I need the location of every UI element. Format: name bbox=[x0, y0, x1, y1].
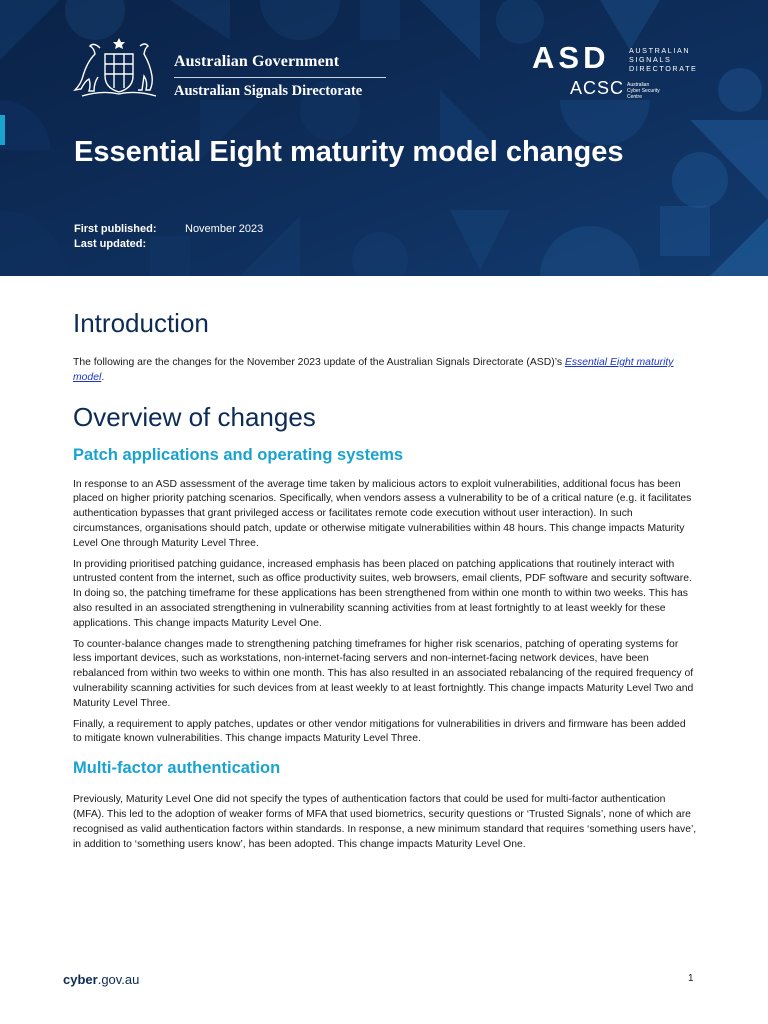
asd-logo bbox=[532, 40, 698, 75]
asd-logo-letters: ASD bbox=[532, 40, 610, 75]
header-banner bbox=[0, 0, 768, 276]
intro-text: The following are the changes for the November 2023 update of the Australian Signals Directorate (ASD)’s bbox=[73, 357, 565, 368]
coat-of-arms-icon bbox=[72, 36, 166, 102]
page-number: 1 bbox=[688, 973, 694, 984]
mfa-paragraph: Previously, Maturity Level One did not specify the types of authentication factors that could be used for multi-factor authentication (MFA). This led to the adoption of weaker forms of MFA that used biometrics, security questions or ‘Trusted Signals’, none of which are recognised as valid authentication factors within standards. In response, a new minimum standard that requires ‘something users have’, in addition to ‘something users know’, has been adopted. This change impacts Maturity Level One. bbox=[73, 794, 697, 850]
first-published-value: November 2023 bbox=[185, 223, 264, 235]
intro-text-end: . bbox=[101, 371, 105, 383]
patching-heading: Patch applications and operating systems bbox=[73, 445, 404, 464]
patching-paragraph: To counter-balance changes made to strengthening patching timeframes for higher risk scenarios, patching of operating systems for less important devices, such as workstations, non-internet-facing servers and non-internet-facing network devices, have been rebalanced from within two weeks to within one month. This has also resulted in an associated rebalancing of the required frequency of vulnerability scanning activities for such devices from at least weekly to at least fortnightly. This change impacts Maturity Level Two and Maturity Level Three. bbox=[73, 638, 694, 709]
government-name: Australian Government bbox=[174, 53, 340, 70]
first-published-row bbox=[74, 223, 263, 238]
document-body bbox=[73, 306, 697, 852]
mfa-heading: Multi-factor authentication bbox=[73, 759, 281, 778]
asd-logo-line: SIGNALS bbox=[629, 55, 672, 64]
wordmark-divider bbox=[174, 77, 386, 78]
asd-logo-line: DIRECTORATE bbox=[629, 64, 698, 73]
introduction-paragraph bbox=[73, 356, 697, 386]
first-published-label: First published: bbox=[74, 223, 157, 235]
acsc-logo-line: Centre bbox=[627, 94, 643, 100]
last-updated-row bbox=[74, 238, 263, 253]
footer-site-bold: cyber bbox=[63, 972, 98, 987]
acsc-logo-line: Australian bbox=[627, 82, 650, 88]
last-updated-label: Last updated: bbox=[74, 238, 147, 250]
acsc-logo-letters: ACSC bbox=[570, 78, 625, 98]
acsc-logo-subtitle bbox=[627, 82, 687, 100]
patching-paragraph: Finally, a requirement to apply patches, updates or other vendor mitigations for vulnerabilities in drivers and firmware has been added to mitigate known vulnerabilities. This change impacts Maturity Level Three. bbox=[73, 718, 686, 745]
essential-eight-link[interactable]: Essential Eight maturity model bbox=[73, 357, 674, 383]
agency-name: Australian Signals Directorate bbox=[174, 83, 363, 99]
introduction-heading: Introduction bbox=[73, 308, 209, 338]
patching-paragraph: In providing prioritised patching guidance, increased emphasis has been placed on patching applications that routinely interact with untrusted content from the internet, such as office productivity suites, web browsers, email clients, PDF software and security software. In doing so, the patching timeframe for these applications has been strengthened from within one month to within two weeks. This has also resulted in an associated strengthening in vulnerability scanning activities from at least fortnightly to at least weekly for these applications. This change impacts Maturity Level One. bbox=[73, 558, 692, 629]
asd-logo-line: AUSTRALIAN bbox=[629, 46, 691, 55]
footer-website bbox=[63, 972, 139, 987]
publication-info bbox=[74, 223, 263, 253]
acsc-logo bbox=[570, 78, 660, 100]
footer-site-rest: .gov.au bbox=[97, 972, 140, 987]
asd-logo-subtitle bbox=[629, 46, 709, 73]
document-title: Essential Eight maturity model changes bbox=[74, 136, 624, 168]
patching-paragraph: In response to an ASD assessment of the average time taken by malicious actors to exploit vulnerabilities, additional focus has been placed on higher priority patching scenarios. Specifically, when vendors assess a vulnerability to be of a critical nature (e.g. it facilitates authentication bypasses that grant privileged access or facilitates remote code execution without user interaction). In such circumstances, organisations should patch, update or otherwise mitigate vulnerabilities within 48 hours. This change impacts Maturity Level One through Maturity Level Three. bbox=[73, 478, 692, 549]
acsc-logo-line: Cyber Security bbox=[627, 88, 660, 94]
government-wordmark bbox=[174, 53, 386, 100]
overview-heading: Overview of changes bbox=[73, 401, 316, 432]
